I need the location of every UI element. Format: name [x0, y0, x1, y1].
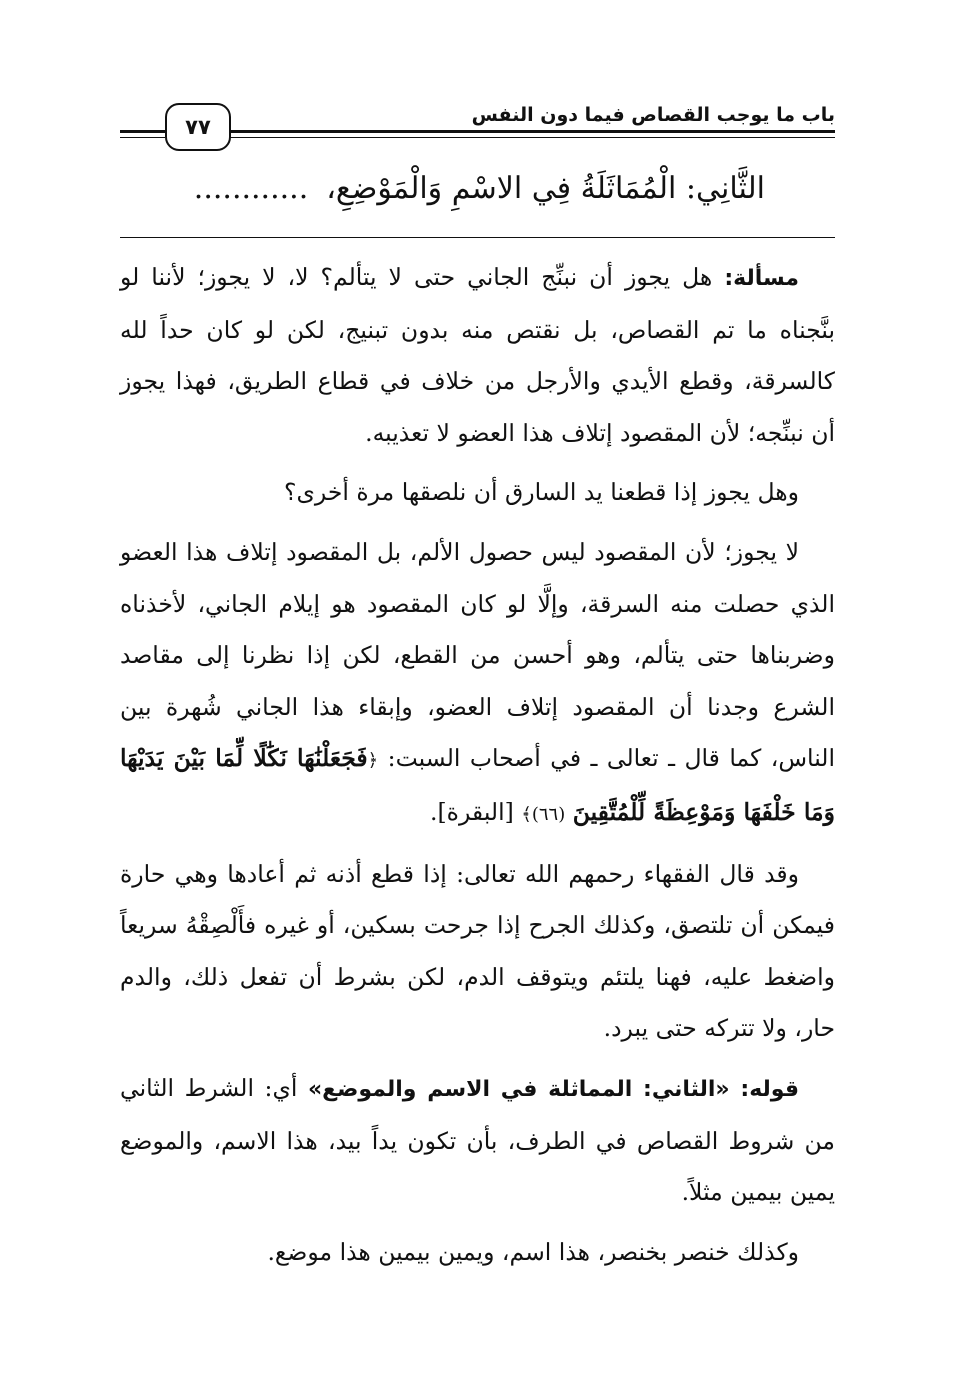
paragraph-answer [120, 527, 835, 841]
running-header-title: باب ما يوجب القصاص فيما دون النفس [471, 104, 835, 126]
header-rule-thin [175, 137, 835, 138]
issue-label: مسألة: [724, 266, 799, 291]
header-rule-left-thin [120, 137, 165, 138]
matn-line [130, 164, 765, 214]
matn-dots: ............ [193, 171, 309, 206]
verse-source: [البقرة]. [430, 797, 514, 826]
quran-verse: فَجَعَلْنَٰهَا نَكَٰلًا لِّمَا بَيْنَ يَدَيْهَا وَمَا خَلْفَهَا وَمَوْعِظَةً لِّلْمُتَّقِينَ [120, 744, 835, 826]
paragraph-question: وهل يجوز إذا قطعنا يد السارق أن نلصقها مرة أخرى؟ [284, 478, 799, 507]
paragraph-qawluhu [120, 1063, 835, 1219]
paragraph-jurists: وقد قال الفقهاء رحمهم الله تعالى: إذا قطع أذنه ثم أعادها وهي حارة فيمكن أن تلتصق، وكذلك الجرح إذا جرحت بسكين، أو غيره فأَلْصِقْهُ سريعاً واضغط عليه، فهنا يلتئم ويتوقف الدم، لكن بشرط أن تفعل ذلك، والدم حار، ولا تتركه حتى يبرد. [120, 859, 835, 1043]
header-rule-left [120, 130, 165, 133]
paragraph-text: لا يجوز؛ لأن المقصود ليس حصول الألم، بل المقصود إتلاف هذا العضو الذي حصلت منه السرقة، وإلَّا لو كان المقصود هو إيلام الجاني، لأخذناه وضربناها حتى يتألم، وهو أحسن من القطع، لكن إذا نظرنا إلى مقاصد الشرع وجدنا أن المقصود إتلاف العضو، وإبقاء هذا الجاني شُهرة بين الناس، كما قال ـ تعالى ـ في أصحاب السبت: [120, 537, 835, 773]
quran-bracket-close: ﴾ [521, 803, 532, 825]
paragraph-example: وكذلك خنصر بخنصر، هذا اسم، ويمين بيمين هذا موضع. [267, 1237, 799, 1266]
verse-number: (٦٦) [531, 803, 566, 825]
quran-bracket-open: ﴿ [367, 750, 379, 772]
header-rule [175, 130, 835, 133]
paragraph-issue [120, 252, 835, 459]
page-number: ٧٧ [165, 103, 231, 151]
matn-quote: «الثاني: المماثلة في الاسم والموضع» [307, 1076, 741, 1102]
matn-text: الثَّانِي: الْمُمَاثَلَةُ فِي الاسْمِ وَالْمَوْضِعِ، [326, 171, 765, 206]
paragraph-text: هل يجوز أن نبنِّج الجاني حتى لا يتألم؟ لا، لا يجوز؛ لأننا لو بنَّجناه ما تم القصاص، بل نقتص منه بدون تبنيج، لكن لو كان حداً لله كالسرقة، وقطع الأيدي والأرجل من خلاف في قطاع الطريق، فهذا يجوز أن نبنِّجه؛ لأن المقصود إتلاف هذا العضو لا تعذيبه. [120, 263, 835, 447]
qawluhu-label: قوله: [740, 1076, 799, 1102]
matn-separator [120, 237, 835, 238]
commentary-body [120, 252, 835, 1286]
paragraph-text: أي: الشرط الثاني من شروط القصاص في الطرف، بأن تكون يداً بيد، هذا الاسم، والموضع يمين بيمين مثلاً. [120, 1073, 835, 1207]
